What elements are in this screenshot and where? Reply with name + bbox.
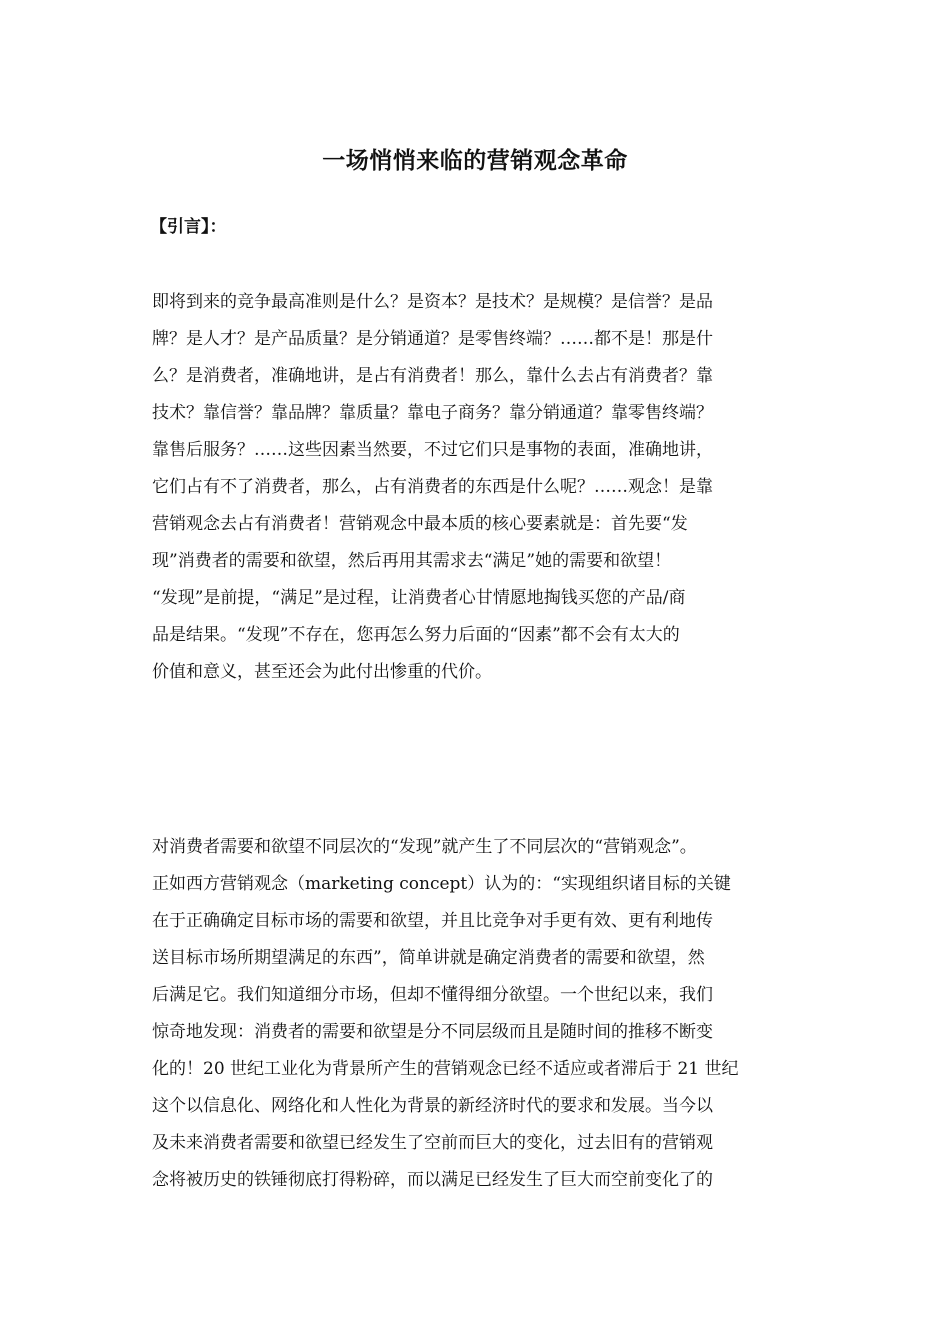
paragraph-line: 及未来消费者需要和欲望已经发生了空前而巨大的变化，过去旧有的营销观 (152, 1133, 713, 1153)
paragraph-line: 念将被历史的铁锤彻底打得粉碎，而以满足已经发生了巨大而空前变化了的 (152, 1170, 713, 1190)
paragraph-line: 后满足它。我们知道细分市场，但却不懂得细分欲望。一个世纪以来，我们 (152, 985, 713, 1005)
paragraph-line: 对消费者需要和欲望不同层次的“发现”就产生了不同层次的“营销观念”。 (152, 837, 697, 857)
document-title: 一场悄悄来临的营销观念革命 (322, 148, 628, 174)
paragraph-line: 它们占有不了消费者，那么，占有消费者的东西是什么呢？……观念！是靠 (152, 477, 713, 497)
paragraph-line: 么？是消费者，准确地讲，是占有消费者！那么，靠什么去占有消费者？靠 (152, 366, 713, 386)
paragraph-line: 牌？是人才？是产品质量？是分销通道？是零售终端？……都不是！那是什 (152, 329, 713, 349)
intro-label: 【引言】： (150, 217, 227, 237)
paragraph-line: 惊奇地发现：消费者的需要和欲望是分不同层级而且是随时间的推移不断变 (152, 1022, 713, 1042)
paragraph-line: “发现”是前提，“满足”是过程，让消费者心甘情愿地掏钱买您的产品/商 (152, 588, 686, 608)
paragraph-marketing-concept (152, 829, 812, 1199)
paragraph-line: 正如西方营销观念（marketing concept）认为的：“实现组织诸目标的关键 (152, 874, 731, 894)
paragraph-line: 即将到来的竞争最高准则是什么？是资本？是技术？是规模？是信誉？是品 (152, 292, 713, 312)
paragraph-line: 这个以信息化、网络化和人性化为背景的新经济时代的要求和发展。当今以 (152, 1096, 713, 1116)
paragraph-line: 送目标市场所期望满足的东西”，简单讲就是确定消费者的需要和欲望，然 (152, 948, 705, 968)
paragraph-line: 现”消费者的需要和欲望，然后再用其需求去“满足”她的需要和欲望！ (152, 551, 672, 571)
paragraph-line: 价值和意义，甚至还会为此付出惨重的代价。 (152, 662, 492, 682)
paragraph-intro (152, 284, 812, 691)
paragraph-line: 技术？靠信誉？靠品牌？靠质量？靠电子商务？靠分销通道？靠零售终端？ (152, 403, 713, 423)
paragraph-line: 营销观念去占有消费者！营销观念中最本质的核心要素就是：首先要“发 (152, 514, 688, 534)
paragraph-line: 靠售后服务？……这些因素当然要，不过它们只是事物的表面，准确地讲， (152, 440, 713, 460)
paragraph-line: 在于正确确定目标市场的需要和欲望，并且比竞争对手更有效、更有利地传 (152, 911, 713, 931)
paragraph-line: 化的！20 世纪工业化为背景所产生的营销观念已经不适应或者滞后于 21 世纪 (152, 1059, 739, 1079)
paragraph-line: 品是结果。“发现”不存在，您再怎么努力后面的“因素”都不会有太大的 (152, 625, 680, 645)
